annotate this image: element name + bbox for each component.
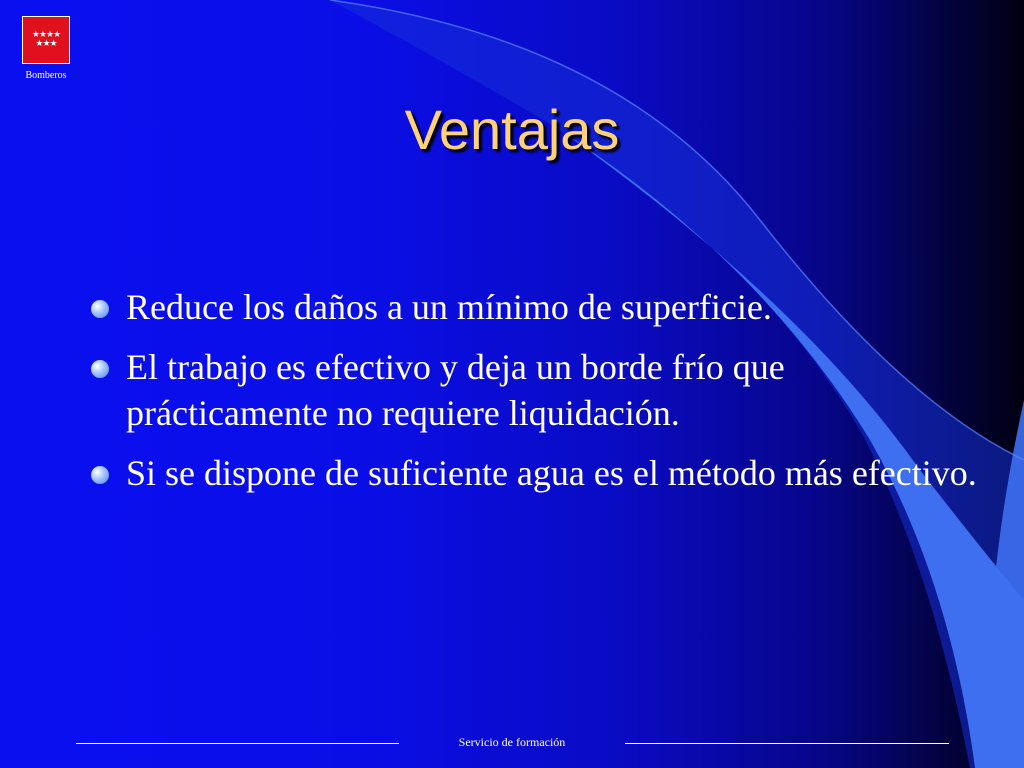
bullet-text: El trabajo es efectivo y deja un borde frío que prácticamente no requiere liquidación. [126, 347, 785, 433]
bullet-item [88, 284, 988, 330]
bullet-item [88, 450, 988, 496]
bullet-dot-icon [91, 300, 109, 318]
logo-stars-row2: ★★★ [35, 39, 57, 49]
footer-divider-right [625, 743, 949, 744]
bomberos-logo [22, 16, 70, 64]
bullet-dot-icon [91, 360, 109, 378]
logo-caption: Bomberos [25, 70, 67, 81]
bullet-item [88, 344, 988, 436]
bullet-text: Si se dispone de suficiente agua es el método más efectivo. [126, 453, 977, 493]
bullet-dot-icon [91, 466, 109, 484]
footer-divider-left [76, 743, 399, 744]
footer-text: Servicio de formación [458, 735, 566, 749]
logo-stars-row1: ★★★★ [31, 30, 61, 40]
bullet-text: Reduce los daños a un mínimo de superficie. [126, 287, 772, 327]
bullet-list [88, 284, 988, 510]
slide-title: Ventajas [404, 98, 620, 161]
